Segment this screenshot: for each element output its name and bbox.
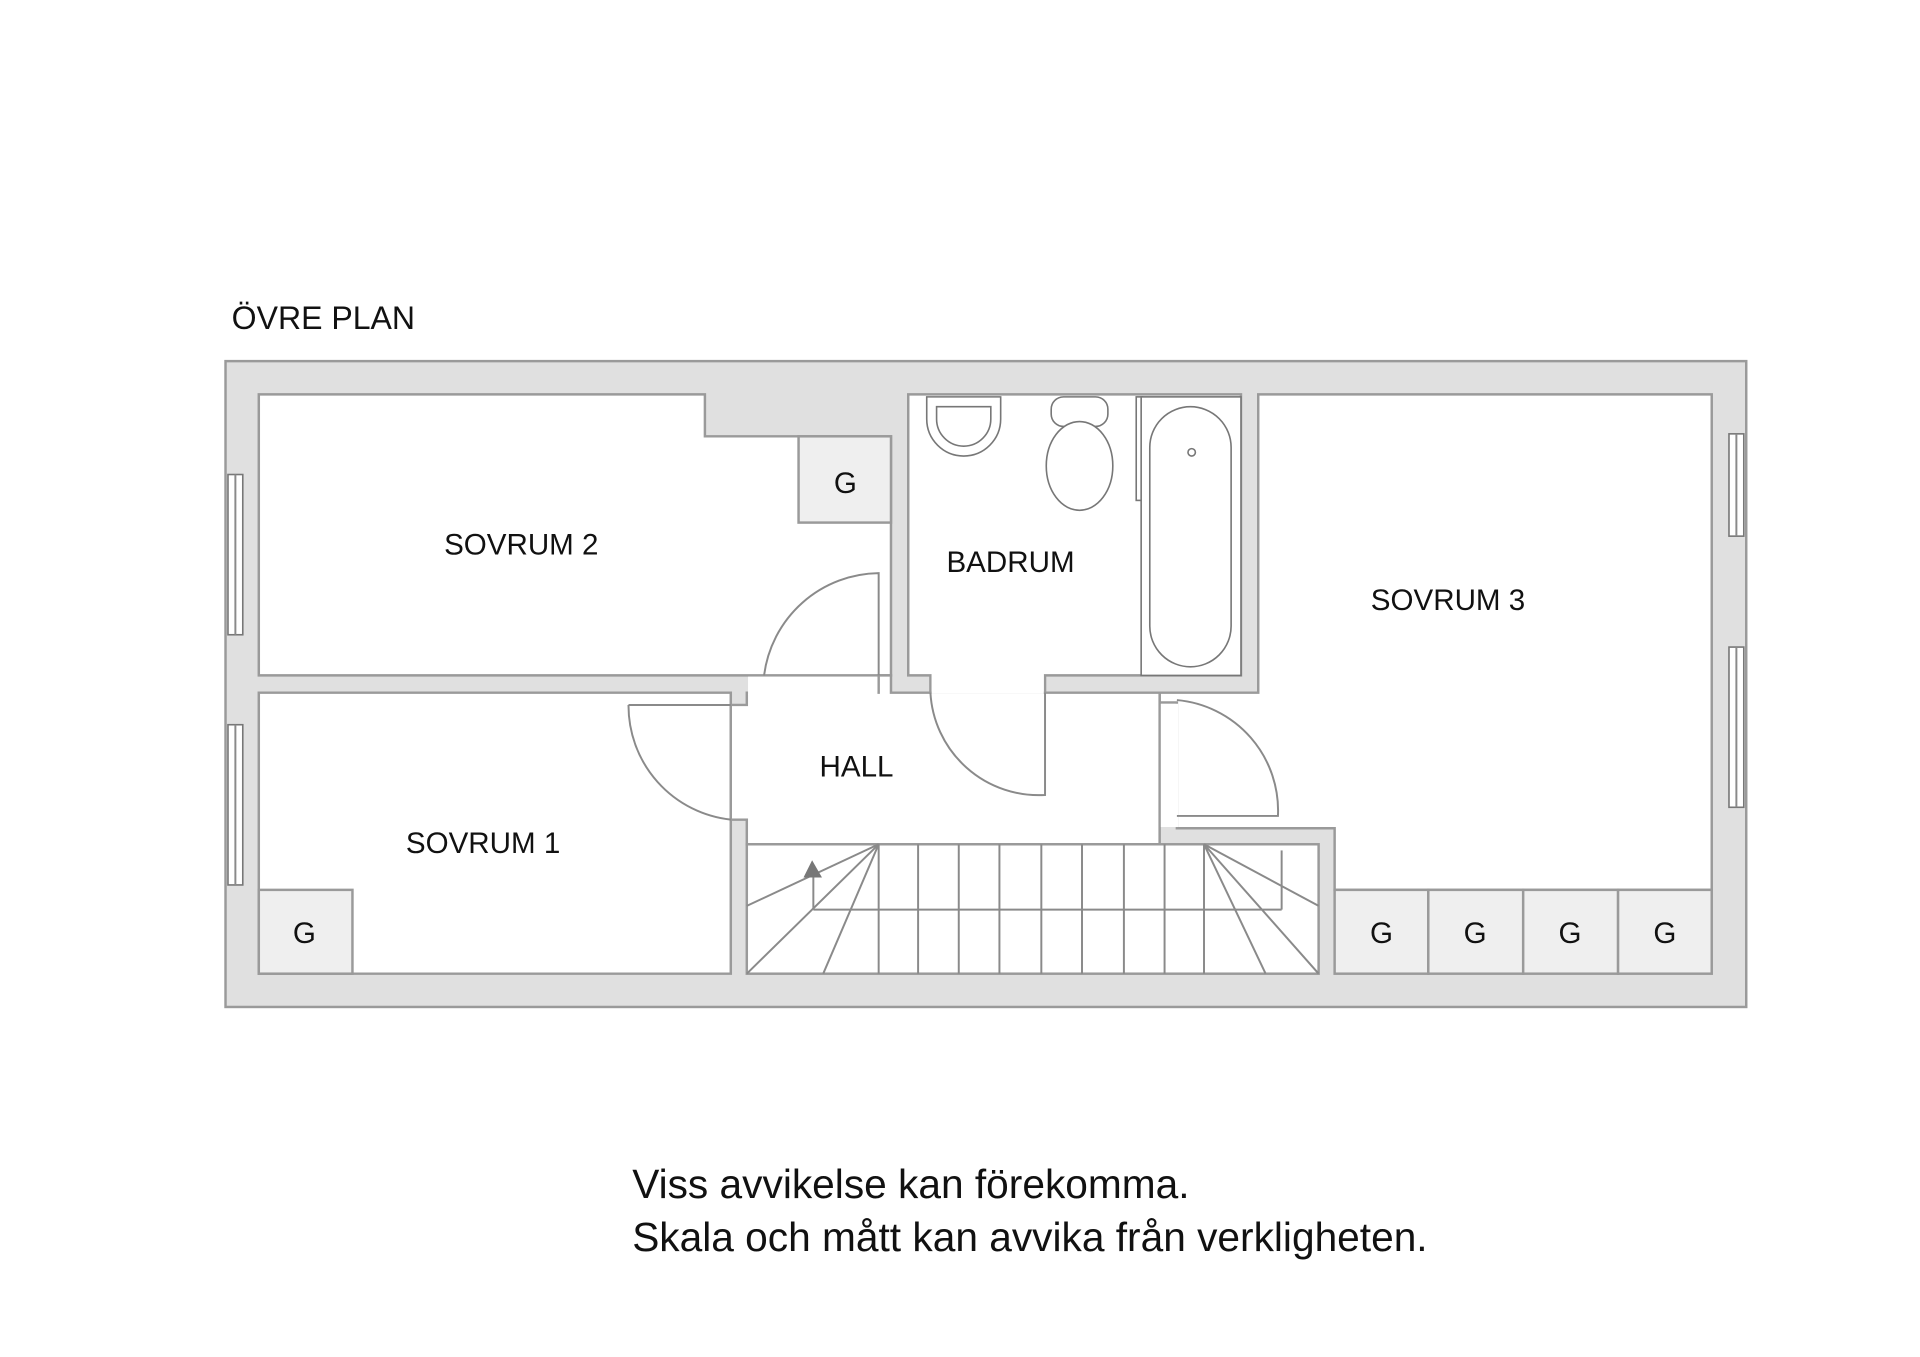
closet-label: G bbox=[1653, 916, 1677, 950]
label-sovrum-3: SOVRUM 3 bbox=[1370, 584, 1526, 618]
label-sovrum-1: SOVRUM 1 bbox=[405, 826, 561, 860]
label-badrum: BADRUM bbox=[946, 545, 1075, 579]
plan-title: ÖVRE PLAN bbox=[231, 300, 416, 337]
label-sovrum-2: SOVRUM 2 bbox=[444, 528, 599, 562]
label-hall: HALL bbox=[819, 750, 894, 784]
staircase bbox=[747, 844, 1319, 973]
closet-label: G bbox=[833, 467, 857, 501]
closet-label: G bbox=[292, 916, 316, 950]
disclaimer-line-1: Viss avvikelse kan förekomma. bbox=[632, 1161, 1190, 1208]
closet-label: G bbox=[1463, 916, 1487, 950]
room-hall bbox=[731, 675, 1160, 844]
closet-label: G bbox=[1558, 916, 1582, 950]
closet-label: G bbox=[1369, 916, 1393, 950]
disclaimer-line-2: Skala och mått kan avvika från verkligheten. bbox=[632, 1214, 1428, 1261]
